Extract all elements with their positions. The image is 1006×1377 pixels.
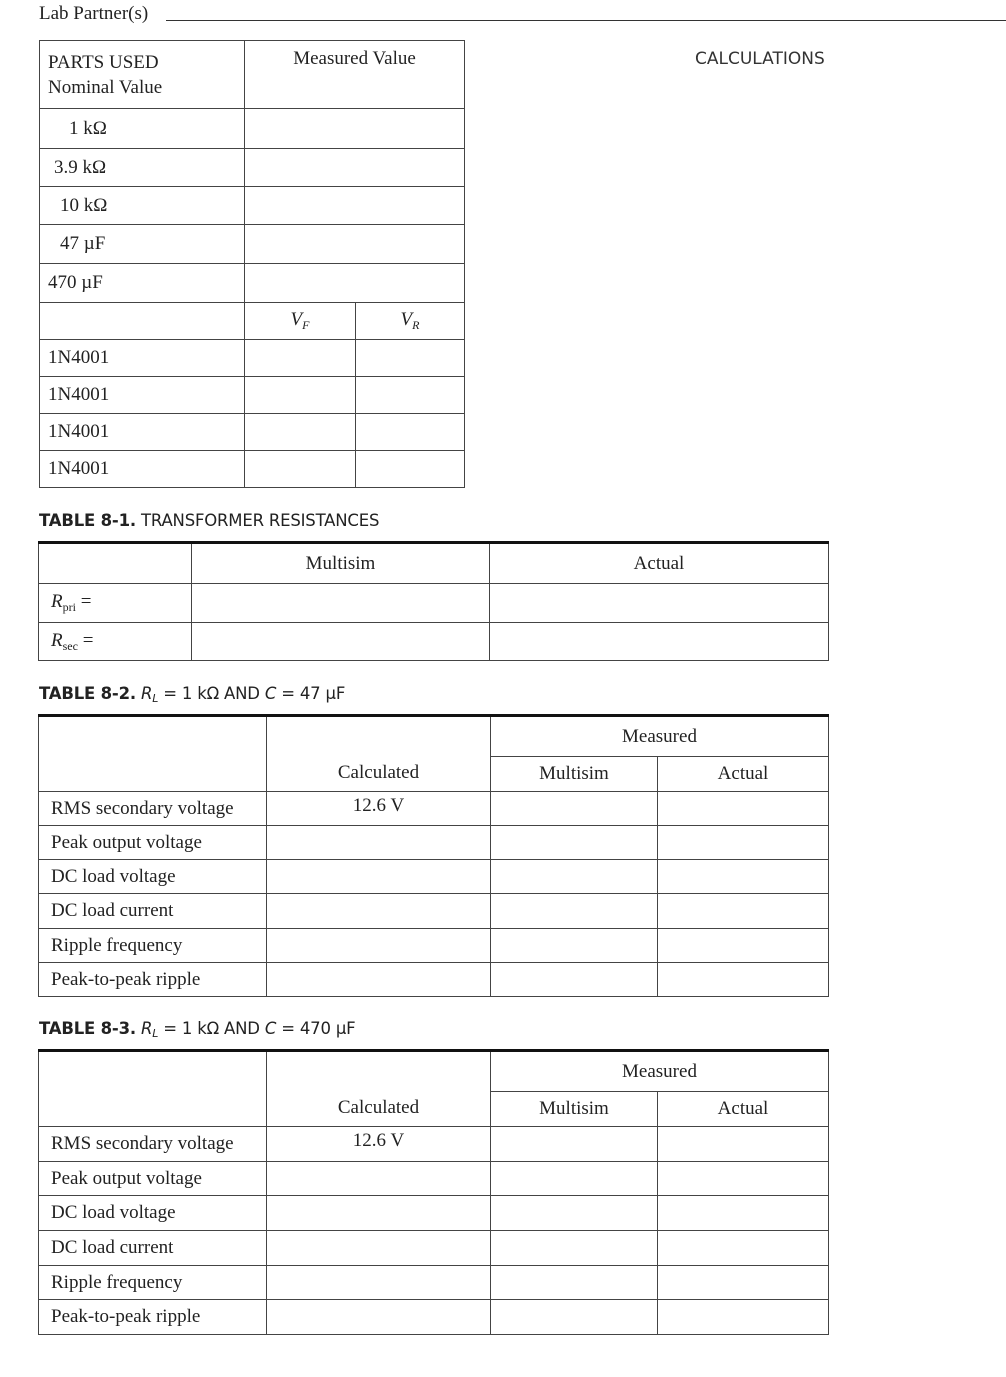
vf-subscript: F xyxy=(302,318,310,332)
actual-heading: Actual xyxy=(658,757,829,792)
actual-input[interactable] xyxy=(658,1231,829,1266)
r-pri-label xyxy=(39,584,192,623)
empty-cell xyxy=(39,716,267,792)
row-label: DC load current xyxy=(39,1231,267,1266)
title-text: = 470 µF xyxy=(276,1019,356,1038)
multisim-input[interactable] xyxy=(192,584,490,623)
calculated-value[interactable] xyxy=(267,860,491,894)
vf-symbol: V xyxy=(290,309,303,330)
measured-heading: Measured xyxy=(491,1051,829,1092)
calculated-heading: Calculated xyxy=(267,1051,491,1127)
row-label: RMS secondary voltage xyxy=(39,792,267,826)
multisim-input[interactable] xyxy=(491,894,658,929)
parts-header-cell xyxy=(40,41,245,109)
calculated-value[interactable] xyxy=(267,929,491,963)
rl-symbol: R xyxy=(140,1019,153,1038)
table-8-1-number: TABLE 8-1. xyxy=(39,511,136,530)
multisim-input[interactable] xyxy=(491,1300,658,1335)
calculations-label: CALCULATIONS xyxy=(695,49,825,69)
multisim-input[interactable] xyxy=(491,1196,658,1231)
actual-input[interactable] xyxy=(658,826,829,860)
calculated-value[interactable] xyxy=(267,894,491,929)
measured-value-input[interactable] xyxy=(245,225,465,264)
measured-value-input[interactable] xyxy=(245,264,465,303)
vf-input[interactable] xyxy=(245,340,356,377)
diode-cell: 1N4001 xyxy=(40,451,245,488)
multisim-input[interactable] xyxy=(491,1231,658,1266)
component-cell: 47 µF xyxy=(40,225,245,264)
title-text: = 1 kΩ AND xyxy=(158,684,265,703)
measured-value-heading: Measured Value xyxy=(245,41,465,109)
rl-symbol: R xyxy=(140,684,153,703)
vr-input[interactable] xyxy=(356,340,465,377)
row-label: DC load voltage xyxy=(39,1196,267,1231)
multisim-input[interactable] xyxy=(491,792,658,826)
actual-input[interactable] xyxy=(658,929,829,963)
actual-heading: Actual xyxy=(658,1092,829,1127)
component-cell: 3.9 kΩ xyxy=(40,149,245,187)
row-label: Peak output voltage xyxy=(39,826,267,860)
multisim-input[interactable] xyxy=(491,963,658,997)
multisim-heading: Multisim xyxy=(491,1092,658,1127)
row-label: Ripple frequency xyxy=(39,929,267,963)
nominal-value-heading: Nominal Value xyxy=(48,76,163,98)
calculated-value[interactable] xyxy=(267,1300,491,1335)
actual-input[interactable] xyxy=(658,792,829,826)
component-cell: 10 kΩ xyxy=(40,187,245,225)
row-label: Peak output voltage xyxy=(39,1162,267,1196)
c-symbol: C xyxy=(264,1019,277,1038)
parts-table xyxy=(39,40,465,488)
actual-input[interactable] xyxy=(658,1196,829,1231)
vr-input[interactable] xyxy=(356,377,465,414)
vr-input[interactable] xyxy=(356,414,465,451)
multisim-input[interactable] xyxy=(491,1162,658,1196)
empty-cell xyxy=(39,1051,267,1127)
table-8-2-number: TABLE 8-2. xyxy=(39,684,136,703)
component-cell: 1 kΩ xyxy=(40,109,245,149)
equals-sign: = xyxy=(80,591,92,612)
multisim-input[interactable] xyxy=(491,929,658,963)
table-8-1-title: TRANSFORMER RESISTANCES xyxy=(140,511,380,530)
multisim-heading: Multisim xyxy=(491,757,658,792)
row-label: DC load voltage xyxy=(39,860,267,894)
actual-input[interactable] xyxy=(658,1266,829,1300)
measured-value-input[interactable] xyxy=(245,109,465,149)
parts-used-heading: PARTS USED xyxy=(48,51,159,73)
equals-sign: = xyxy=(82,629,94,651)
actual-input[interactable] xyxy=(490,623,829,661)
component-cell: 470 µF xyxy=(40,264,245,303)
row-label: Peak-to-peak ripple xyxy=(39,1300,267,1335)
r-symbol: R xyxy=(51,591,63,612)
table-8-1-caption xyxy=(39,511,379,530)
table-8-1 xyxy=(38,541,829,661)
calculated-value[interactable]: 12.6 V xyxy=(267,792,491,826)
vf-input[interactable] xyxy=(245,451,356,488)
multisim-input[interactable] xyxy=(491,826,658,860)
calculated-value[interactable] xyxy=(267,1196,491,1231)
diode-cell: 1N4001 xyxy=(40,414,245,451)
empty-cell xyxy=(39,543,192,584)
vf-heading xyxy=(245,303,356,340)
calculated-value[interactable] xyxy=(267,963,491,997)
multisim-input[interactable] xyxy=(192,623,490,661)
measured-value-input[interactable] xyxy=(245,187,465,225)
vr-symbol: V xyxy=(400,309,413,330)
actual-input[interactable] xyxy=(658,1162,829,1196)
calculated-heading: Calculated xyxy=(267,716,491,792)
actual-heading: Actual xyxy=(490,543,829,584)
measured-value-input[interactable] xyxy=(245,149,465,187)
row-label: Ripple frequency xyxy=(39,1266,267,1300)
actual-input[interactable] xyxy=(658,860,829,894)
vf-input[interactable] xyxy=(245,377,356,414)
vr-input[interactable] xyxy=(356,451,465,488)
table-8-3 xyxy=(38,1049,829,1335)
r-subscript: sec xyxy=(62,638,78,653)
rl-subscript: L xyxy=(152,692,159,705)
row-label: DC load current xyxy=(39,894,267,929)
vr-subscript: R xyxy=(412,318,420,332)
calculated-value[interactable] xyxy=(267,826,491,860)
diode-cell: 1N4001 xyxy=(40,377,245,414)
table-8-2-caption xyxy=(39,684,345,705)
lab-partner-line[interactable] xyxy=(166,20,1006,21)
actual-input[interactable] xyxy=(490,584,829,623)
actual-input[interactable] xyxy=(658,963,829,997)
multisim-input[interactable] xyxy=(491,860,658,894)
c-symbol: C xyxy=(264,684,277,703)
table-8-3-caption xyxy=(39,1019,355,1040)
title-text: = 1 kΩ AND xyxy=(158,1019,265,1038)
vr-heading xyxy=(356,303,465,340)
r-subscript: pri xyxy=(62,600,76,614)
r-symbol: R xyxy=(51,629,63,651)
table-8-2 xyxy=(38,714,829,997)
calculated-value[interactable] xyxy=(267,1231,491,1266)
multisim-input[interactable] xyxy=(491,1266,658,1300)
rl-subscript: L xyxy=(152,1027,159,1040)
actual-input[interactable] xyxy=(658,1127,829,1162)
calculated-value[interactable]: 12.6 V xyxy=(267,1127,491,1162)
table-8-3-number: TABLE 8-3. xyxy=(39,1019,136,1038)
multisim-heading: Multisim xyxy=(192,543,490,584)
diode-cell: 1N4001 xyxy=(40,340,245,377)
empty-cell xyxy=(40,303,245,340)
row-label: Peak-to-peak ripple xyxy=(39,963,267,997)
calculated-value[interactable] xyxy=(267,1162,491,1196)
vf-input[interactable] xyxy=(245,414,356,451)
actual-input[interactable] xyxy=(658,894,829,929)
multisim-input[interactable] xyxy=(491,1127,658,1162)
r-sec-label xyxy=(39,623,192,661)
measured-heading: Measured xyxy=(491,716,829,757)
calculated-value[interactable] xyxy=(267,1266,491,1300)
title-text: = 47 µF xyxy=(276,684,346,703)
lab-partner-label: Lab Partner(s) xyxy=(39,3,149,24)
row-label: RMS secondary voltage xyxy=(39,1127,267,1162)
actual-input[interactable] xyxy=(658,1300,829,1335)
